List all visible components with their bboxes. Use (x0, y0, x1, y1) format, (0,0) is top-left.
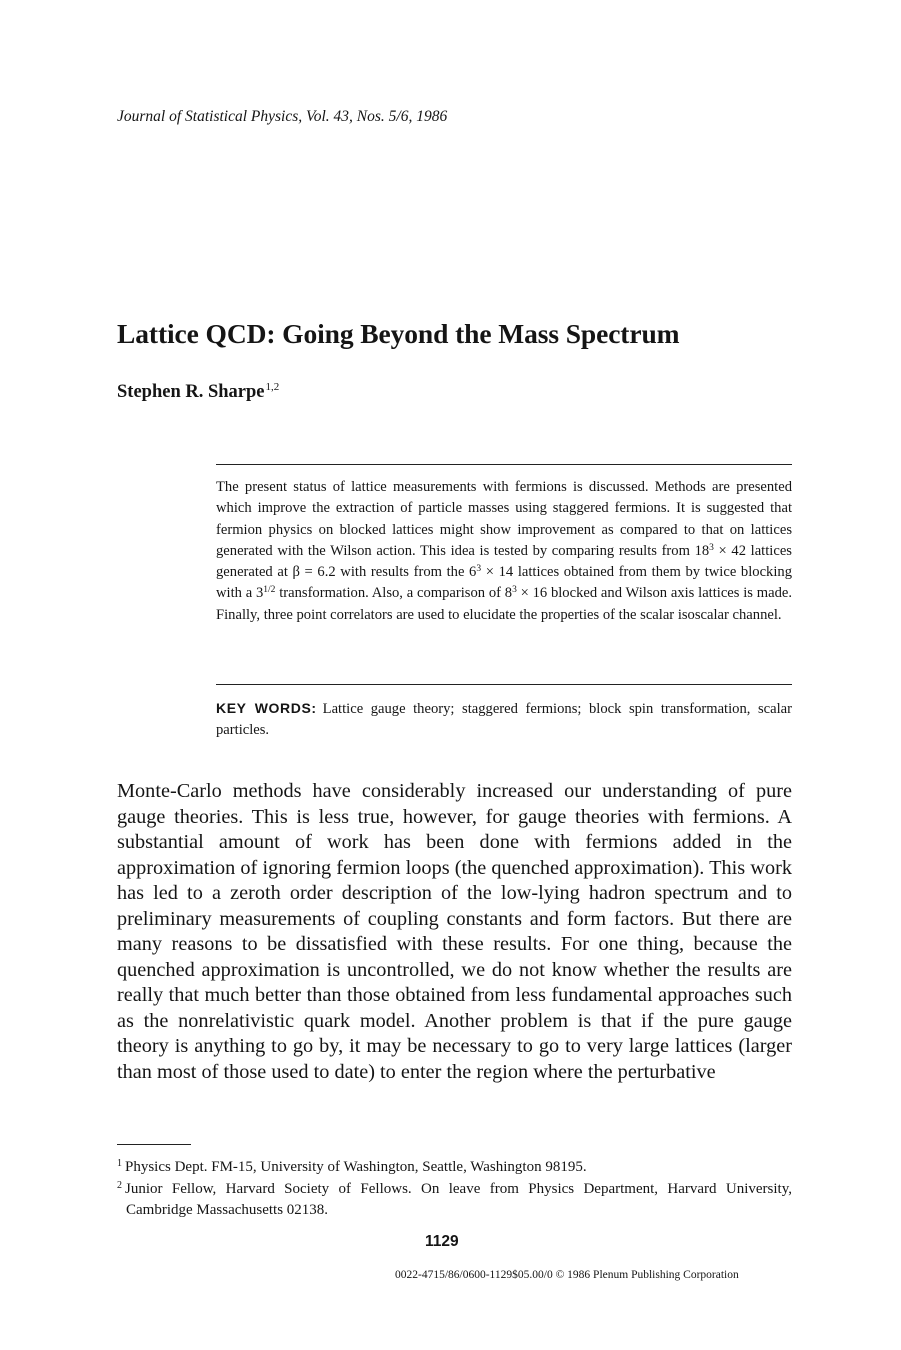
abstract-bottom-rule (216, 684, 792, 685)
footnote-rule (117, 1144, 191, 1145)
author-name: Stephen R. Sharpe (117, 382, 265, 402)
paper-title: Lattice QCD: Going Beyond the Mass Spectrum (117, 318, 680, 349)
keywords-label: KEY WORDS: (216, 700, 317, 716)
keywords-text: Lattice gauge theory; staggered fermions; block spin transformation, scalar particles. (216, 701, 792, 739)
author-line (117, 381, 279, 403)
abstract-text-1: The present status of lattice measurements with fermions is discussed. Methods are presented which improve the extraction of particle masses using staggered fermions. It is suggested that fermion physics on blocked lattices might show improvement as compared to that on lattices generated with the Wilson action. This idea is tested by comparing results from 18 (216, 479, 792, 559)
abstract (216, 477, 792, 626)
abstract-exponent-b: 3 (476, 564, 482, 575)
footnote-mark: 1 (117, 1158, 122, 1169)
author-affiliation-marks: 1,2 (265, 381, 280, 393)
abstract-text-3: × 14 lattices obtained from them by twice blocking with a 3 (216, 564, 792, 602)
journal-citation: Journal of Statistical Physics, Vol. 43, Nos. 5/6, 1986 (117, 108, 448, 125)
body-paragraph: Monte-Carlo methods have considerably increased our understanding of pure gauge theories. This is less true, however, for gauge theories with fermions. A substantial amount of work has been done with fermions added in the approximation of ignoring fermion loops (the quenched approximation). This work has led to a zeroth order description of the low-lying hadron spectrum and to preliminary measurements of coupling constants and form factors. But there are many reasons to be dissatisfied with these results. For one thing, because the quenched approximation is uncontrolled, we do not know whether the results are really that much better than those obtained from less fundamental approaches such as the nonrelativistic quark model. Another problem is that if the pure gauge theory is anything to go by, it may be necessary to go to very large lattices (larger than most of those used to date) to enter the region where the perturbative (117, 780, 792, 1083)
keywords (216, 698, 792, 742)
abstract-exponent-d: 3 (512, 585, 517, 596)
footnote-1 (117, 1157, 792, 1179)
footnote-text: Physics Dept. FM-15, University of Washington, Seattle, Washington 98195. (125, 1159, 587, 1175)
footnote-2 (117, 1179, 792, 1222)
copyright-line: 0022-4715/86/0600-1129$05.00/0 © 1986 Plenum Publishing Corporation (395, 1269, 739, 1281)
footnote-mark: 2 (117, 1179, 122, 1191)
footnote-text: Junior Fellow, Harvard Society of Fellows. On leave from Physics Department, Harvard University, Cambridge Massachusetts 02138. (125, 1180, 792, 1218)
abstract-text-2: × 42 lattices generated at β = 6.2 with results from the 6 (216, 542, 792, 581)
abstract-top-rule (216, 464, 792, 465)
abstract-text-4: transformation. Also, a comparison of 8 (275, 585, 513, 602)
abstract-exponent-a: 3 (709, 542, 714, 553)
abstract-exponent-c: 1/2 (263, 585, 276, 596)
page-number: 1129 (425, 1233, 459, 1250)
footnotes (117, 1157, 792, 1222)
abstract-text-5: × 16 blocked and Wilson axis lattices is made. Finally, three point correlators are used to elucidate the properties of the scalar isoscalar channel. (216, 585, 792, 623)
